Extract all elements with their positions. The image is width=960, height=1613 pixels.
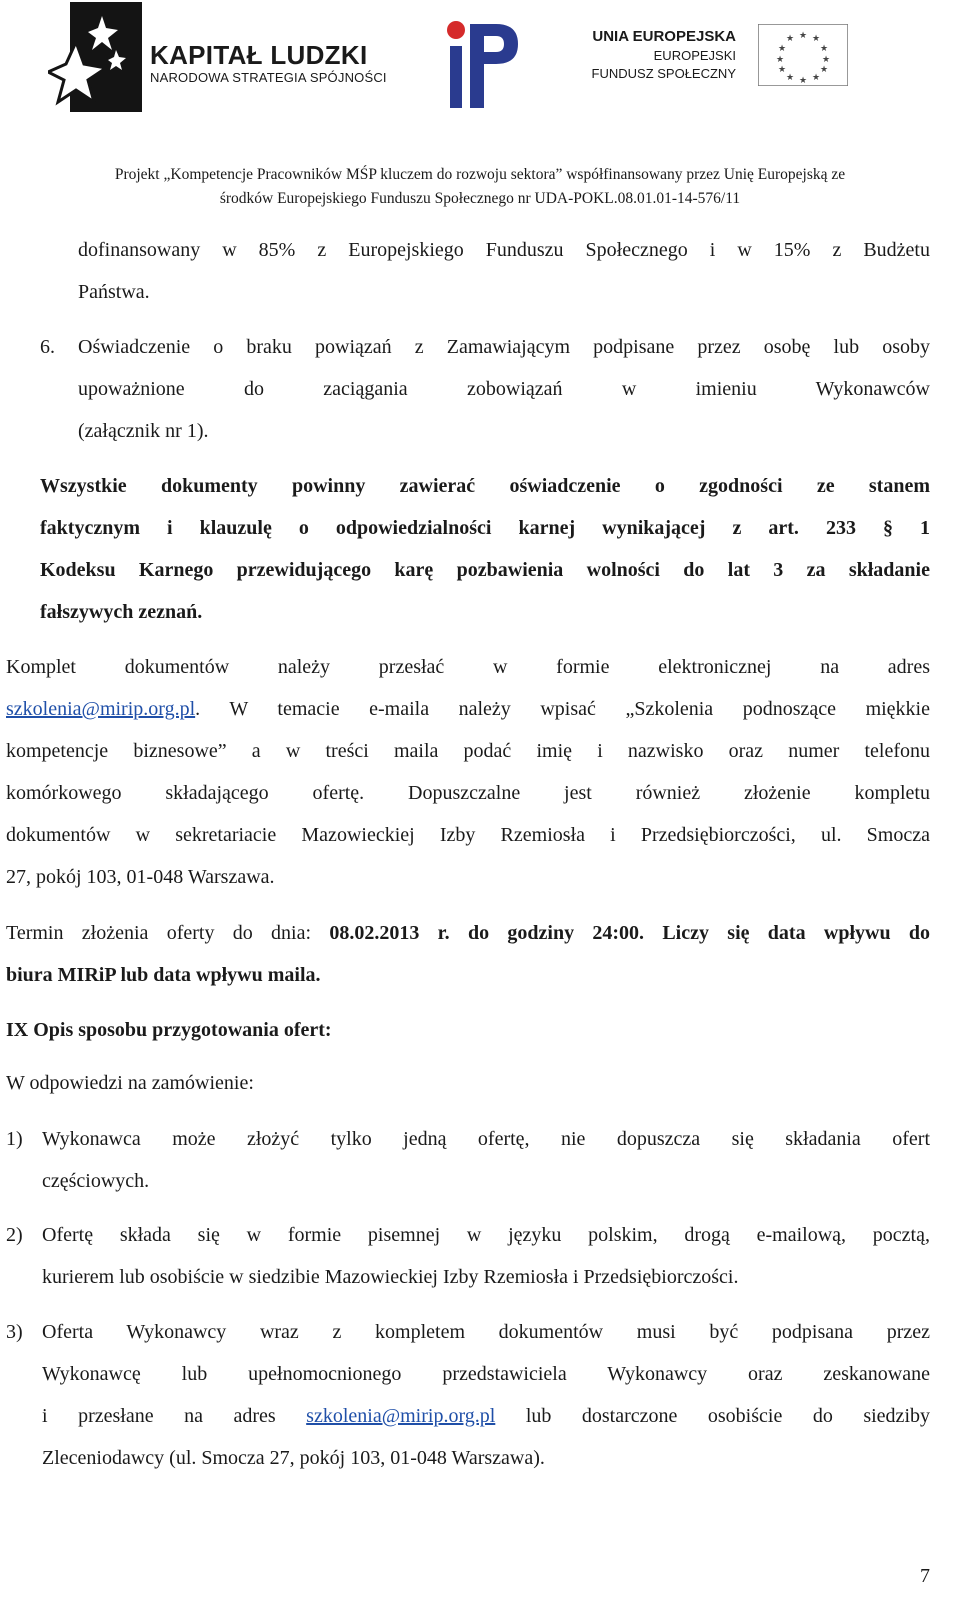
deadline-date: 08.02.2013 r. do godziny 24:00. Liczy się data wpływu do [329,922,931,944]
submission-line-1: Komplet dokumentów należy przesłać w formie elektronicznej na adres [6,656,930,678]
item-6-number: 6. [40,336,55,358]
funding-line-1: dofinansowany w 85% z Europejskiego Funduszu Społecznego i w 15% z Budżetu [78,239,930,261]
submission-line-4: komórkowego składającego ofertę. Dopuszczalne jest również złożenie kompletu [6,782,930,804]
item-1-number: 1) [6,1128,23,1150]
eu-subtitle-2: FUNDUSZ SPOŁECZNY [591,66,736,81]
kapital-ludzki-logo [48,2,408,114]
eu-logo [591,24,856,94]
item-1-line-1: Wykonawca może złożyć tylko jedną ofertę, nie dopuszcza się składania ofert [42,1128,930,1150]
eu-title: UNIA EUROPEJSKA [592,28,736,45]
item-2-paragraph [42,1214,930,1298]
kapital-ludzki-subtitle: NARODOWA STRATEGIA SPÓJNOŚCI [150,70,387,85]
svg-text:★: ★ [775,54,785,64]
item-3-line-1: Oferta Wykonawcy wraz z kompletem dokumentów musi być podpisana przez [42,1321,930,1343]
submission-line-2 [6,688,930,730]
svg-text:★: ★ [798,30,808,40]
submission-line-3: kompetencje biznesowe” a w treści maila podać imię i nazwisko oraz numer telefonu [6,740,930,762]
submission-line-2-text: . W temacie e-maila należy wpisać „Szkolenia podnoszące miękkie [195,698,930,720]
page-number: 7 [920,1565,930,1587]
deadline-line-1 [6,912,930,954]
item-1-line-2: częściowych. [42,1170,150,1192]
declaration-paragraph [40,465,930,633]
declaration-line-4: fałszywych zeznań. [40,601,203,623]
submission-paragraph [6,646,930,898]
kapital-ludzki-title: KAPITAŁ LUDZKI [150,40,368,70]
item-6-paragraph [78,326,930,452]
svg-text:★: ★ [798,75,808,85]
email-link[interactable]: szkolenia@mirip.org.pl [6,698,196,720]
deadline-paragraph [6,912,930,996]
submission-line-6: 27, pokój 103, 01-048 Warszawa. [6,866,275,888]
project-info-line-1: Projekt „Kompetencje Pracowników MŚP kluczem do rozwoju sektora” współfinansowany przez Unię Europejską ze [114,166,846,183]
item-3-line-3-start: i przesłane na adres [42,1405,307,1427]
item-6-line-1: Oświadczenie o braku powiązań z Zamawiającym podpisane przez osobę lub osoby [78,336,930,358]
item-3-line-3 [42,1395,930,1437]
declaration-line-2: faktycznym i klauzulę o odpowiedzialności karnej wynikającej z art. 233 § 1 [40,517,930,539]
deadline-line-2: biura MIRiP lub data wpływu maila. [6,964,321,986]
item-2-number: 2) [6,1224,23,1246]
item-3-line-3-end: lub dostarczone osobiście do siedziby [495,1405,930,1427]
svg-text:★: ★ [777,43,787,53]
declaration-line-3: Kodeksu Karnego przewidującego karę pozbawienia wolności do lat 3 za składanie [40,559,930,581]
section-heading: IX Opis sposobu przygotowania ofert: [6,1019,332,1041]
kapital-ludzki-emblem-icon [48,2,148,114]
eu-subtitle-1: EUROPEJSKI [653,48,736,63]
svg-text:★: ★ [777,64,787,74]
svg-text:★: ★ [811,33,821,43]
item-1-paragraph [42,1118,930,1202]
project-info-line-2: środków Europejskiego Funduszu Społecznego nr UDA-POKL.08.01.01-14-576/11 [219,190,741,207]
item-3-line-4: Zleceniodawcy (ul. Smocza 27, pokój 103, 01-048 Warszawa). [42,1447,545,1469]
svg-text:★: ★ [819,64,829,74]
funding-paragraph [78,229,930,313]
item-3-paragraph [42,1311,930,1479]
eu-flag-icon [758,24,848,86]
item-3-number: 3) [6,1321,23,1343]
deadline-prefix: Termin złożenia oferty do dnia: [6,922,330,944]
svg-text:★: ★ [821,54,831,64]
funding-line-2: Państwa. [78,281,150,303]
item-6-line-3: (załącznik nr 1). [78,420,209,442]
email-link-2[interactable]: szkolenia@mirip.org.pl [306,1405,496,1427]
rp-emblem-icon [444,14,534,114]
declaration-line-1: Wszystkie dokumenty powinny zawierać oświadczenie o zgodności ze stanem [40,475,930,497]
item-2-line-1: Ofertę składa się w formie pisemnej w języku polskim, drogą e-mailową, pocztą, [42,1224,930,1246]
item-6-line-2: upoważnione do zaciągania zobowiązań w imieniu Wykonawców [78,378,930,400]
svg-text:★: ★ [819,43,829,53]
svg-text:★: ★ [811,72,821,82]
svg-text:★: ★ [785,72,795,82]
response-intro: W odpowiedzi na zamówienie: [6,1072,254,1094]
rp-logo [444,14,534,114]
svg-text:★: ★ [785,33,795,43]
item-2-line-2: kurierem lub osobiście w siedzibie Mazowieckiej Izby Rzemiosła i Przedsiębiorczości. [42,1266,739,1288]
submission-line-5: dokumentów w sekretariacie Mazowieckiej Izby Rzemiosła i Przedsiębiorczości, ul. Smocza [6,824,930,846]
item-3-line-2: Wykonawcę lub upełnomocnionego przedstawiciela Wykonawcy oraz zeskanowane [42,1363,930,1385]
